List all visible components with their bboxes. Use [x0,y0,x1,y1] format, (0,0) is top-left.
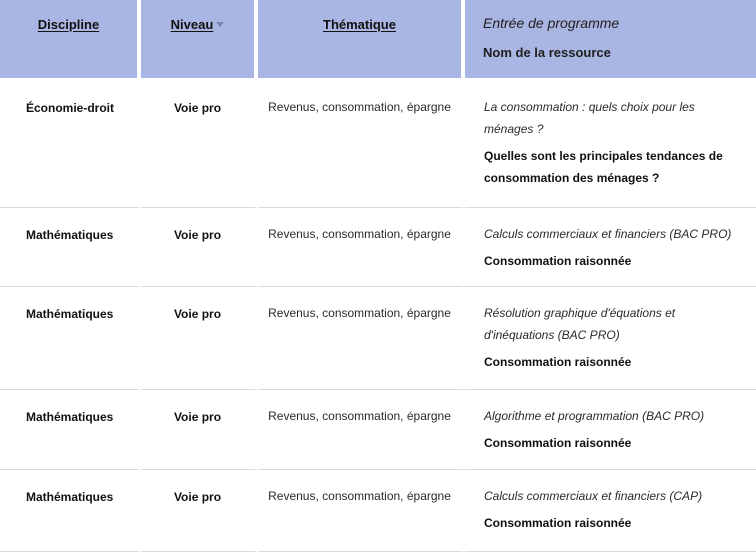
cell-discipline [0,208,141,287]
cell-discipline [0,470,141,552]
discipline-text: Mathématiques [26,307,114,321]
header-entree-programme: Entrée de programme [483,15,620,31]
header-programme [465,0,756,81]
discipline-text: Mathématiques [26,490,114,504]
entree-programme-text: Calculs commerciaux et financiers (BAC PRO) [484,227,732,241]
niveau-text: Voie pro [173,490,222,504]
sort-descending-icon[interactable] [216,22,224,27]
entree-programme-text: La consommation : quels choix pour les ménages ? [484,100,695,136]
cell-programme [465,81,756,208]
resource-link[interactable]: Consommation raisonnée [484,355,632,369]
sort-discipline-link[interactable]: Discipline [37,17,100,32]
header-thematique[interactable] [258,0,465,81]
cell-discipline [0,81,141,208]
table-header-row [0,0,756,81]
entree-programme-text: Algorithme et programmation (BAC PRO) [484,409,705,423]
cell-niveau [141,470,258,552]
cell-thematique [258,287,465,390]
cell-programme [465,390,756,470]
cell-programme [465,287,756,390]
cell-discipline [0,287,141,390]
cell-thematique [258,390,465,470]
table-row [0,208,756,287]
cell-niveau [141,208,258,287]
cell-niveau [141,390,258,470]
resource-link[interactable]: Consommation raisonnée [484,254,632,268]
discipline-text: Mathématiques [26,228,114,242]
header-niveau[interactable] [141,0,258,81]
header-discipline[interactable] [0,0,141,81]
thematique-text: Revenus, consommation, épargne [268,489,451,503]
cell-discipline [0,390,141,470]
entree-programme-text: Calculs commerciaux et financiers (CAP) [484,489,703,503]
header-nom-ressource: Nom de la ressource [483,45,611,60]
table-row [0,81,756,208]
thematique-text: Revenus, consommation, épargne [268,100,451,114]
cell-thematique [258,81,465,208]
resource-link[interactable]: Quelles sont les principales tendances de consommation des ménages ? [484,149,723,185]
cell-niveau [141,81,258,208]
table-row [0,390,756,470]
cell-niveau [141,287,258,390]
niveau-text: Voie pro [173,307,222,321]
niveau-text: Voie pro [173,101,222,115]
niveau-text: Voie pro [173,410,222,424]
table-row [0,470,756,552]
niveau-text: Voie pro [173,228,222,242]
discipline-text: Mathématiques [26,410,114,424]
cell-thematique [258,470,465,552]
resource-link[interactable]: Consommation raisonnée [484,436,632,450]
resource-link[interactable]: Consommation raisonnée [484,516,632,530]
sort-niveau-link[interactable]: Niveau [170,17,214,32]
discipline-text: Économie-droit [26,101,115,115]
cell-programme [465,208,756,287]
thematique-text: Revenus, consommation, épargne [268,409,451,423]
thematique-text: Revenus, consommation, épargne [268,227,451,241]
cell-programme [465,470,756,552]
entree-programme-text: Résolution graphique d'équations et d'inéquations (BAC PRO) [484,306,676,342]
thematique-text: Revenus, consommation, épargne [268,306,451,320]
table-row [0,287,756,390]
sort-thematique-link[interactable]: Thématique [323,17,396,32]
cell-thematique [258,208,465,287]
